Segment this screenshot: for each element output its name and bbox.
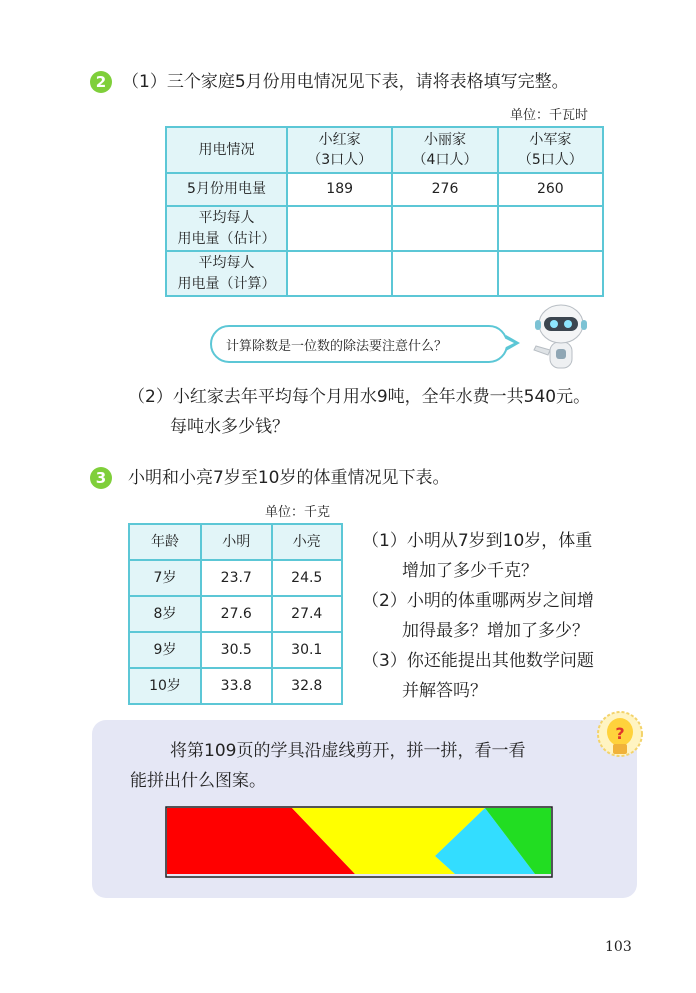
- row-label-line: 用电量（估计）: [177, 230, 276, 247]
- table-cell-empty[interactable]: [287, 206, 392, 251]
- table-row-label: [166, 206, 287, 251]
- table-cell: 33.8: [201, 668, 272, 704]
- row-label-line: 平均每人: [198, 210, 255, 227]
- table-cell: 30.1: [272, 632, 343, 668]
- activity-line2: 能拼出什么图案。: [130, 771, 266, 791]
- question-3-intro: 小明和小亮7岁至10岁的体重情况见下表。: [128, 468, 450, 488]
- table-header-cell: [287, 127, 392, 173]
- table-header-cell: [392, 127, 497, 173]
- table-cell: 23.7: [201, 560, 272, 596]
- table-cell-empty[interactable]: [498, 251, 603, 296]
- tangram-rectangle: [165, 806, 553, 878]
- table-header-cell: 小亮: [272, 524, 343, 560]
- header-name: 小军家: [529, 131, 572, 148]
- row-label-line: 用电量（计算）: [177, 275, 276, 292]
- question-2-badge: 2: [90, 71, 112, 93]
- table-cell: 27.4: [272, 596, 343, 632]
- table-row-label: 5月份用电量: [166, 173, 287, 206]
- question-3-sub3-line1: （3）你还能提出其他数学问题: [362, 651, 594, 671]
- question-3-badge: 3: [90, 467, 112, 489]
- activity-line1: 将第109页的学具沿虚线剪开，拼一拼，看一看: [170, 741, 526, 761]
- header-name: 小丽家: [423, 131, 466, 148]
- table-header-cell: 年龄: [129, 524, 201, 560]
- question-3-sub1-line2: 增加了多少千克？: [402, 561, 538, 581]
- table-header-cell: 小明: [201, 524, 272, 560]
- question-3-sub3-line2: 并解答吗？: [402, 681, 487, 701]
- question-3-sub2-line2: 加得最多？增加了多少？: [402, 621, 589, 641]
- question-3-unit: 单位：千克: [265, 505, 331, 520]
- table-cell: 32.8: [272, 668, 343, 704]
- table-row-label: 10岁: [129, 668, 201, 704]
- table-cell-empty[interactable]: [287, 251, 392, 296]
- speech-bubble-text: 计算除数是一位数的除法要注意什么？: [226, 338, 448, 354]
- table-header-cell: 用电情况: [166, 127, 287, 173]
- table-row-label: 8岁: [129, 596, 201, 632]
- question-2-part2-line1: （2）小红家去年平均每个月用水9吨，全年水费一共540元。: [128, 387, 591, 407]
- lightbulb-question-mark: ?: [615, 724, 625, 743]
- speech-bubble-pointer-inner: [504, 338, 514, 348]
- question-2-part2-line2: 每吨水多少钱？: [170, 417, 289, 437]
- table-cell: 24.5: [272, 560, 343, 596]
- weight-table: [128, 523, 343, 705]
- header-people: （5口人）: [517, 152, 583, 168]
- table-cell-empty[interactable]: [392, 251, 497, 296]
- question-2-unit: 单位：千瓦时: [510, 108, 589, 123]
- table-row-label: 9岁: [129, 632, 201, 668]
- question-3-sub2-line1: （2）小明的体重哪两岁之间增: [362, 591, 594, 611]
- header-people: （3口人）: [307, 152, 373, 168]
- header-people: （4口人）: [412, 152, 478, 168]
- question-2-part1: （1）三个家庭5月份用电情况见下表，请将表格填写完整。: [122, 72, 569, 92]
- robot-icon: [528, 302, 588, 374]
- table-row-label: [166, 251, 287, 296]
- table-row-label: 7岁: [129, 560, 201, 596]
- lightbulb-icon: [596, 708, 644, 770]
- question-3-sub1-line1: （1）小明从7岁到10岁，体重: [362, 531, 593, 551]
- table-cell: 260: [498, 173, 603, 206]
- table-cell-empty[interactable]: [498, 206, 603, 251]
- table-cell-empty[interactable]: [392, 206, 497, 251]
- speech-bubble: [210, 325, 508, 363]
- table-cell: 189: [287, 173, 392, 206]
- header-name: 小红家: [318, 131, 361, 148]
- table-cell: 27.6: [201, 596, 272, 632]
- table-header-cell: [498, 127, 603, 173]
- row-label-line: 平均每人: [198, 255, 255, 272]
- page-number: 103: [605, 939, 632, 955]
- electricity-table: [165, 126, 604, 297]
- table-cell: 30.5: [201, 632, 272, 668]
- table-cell: 276: [392, 173, 497, 206]
